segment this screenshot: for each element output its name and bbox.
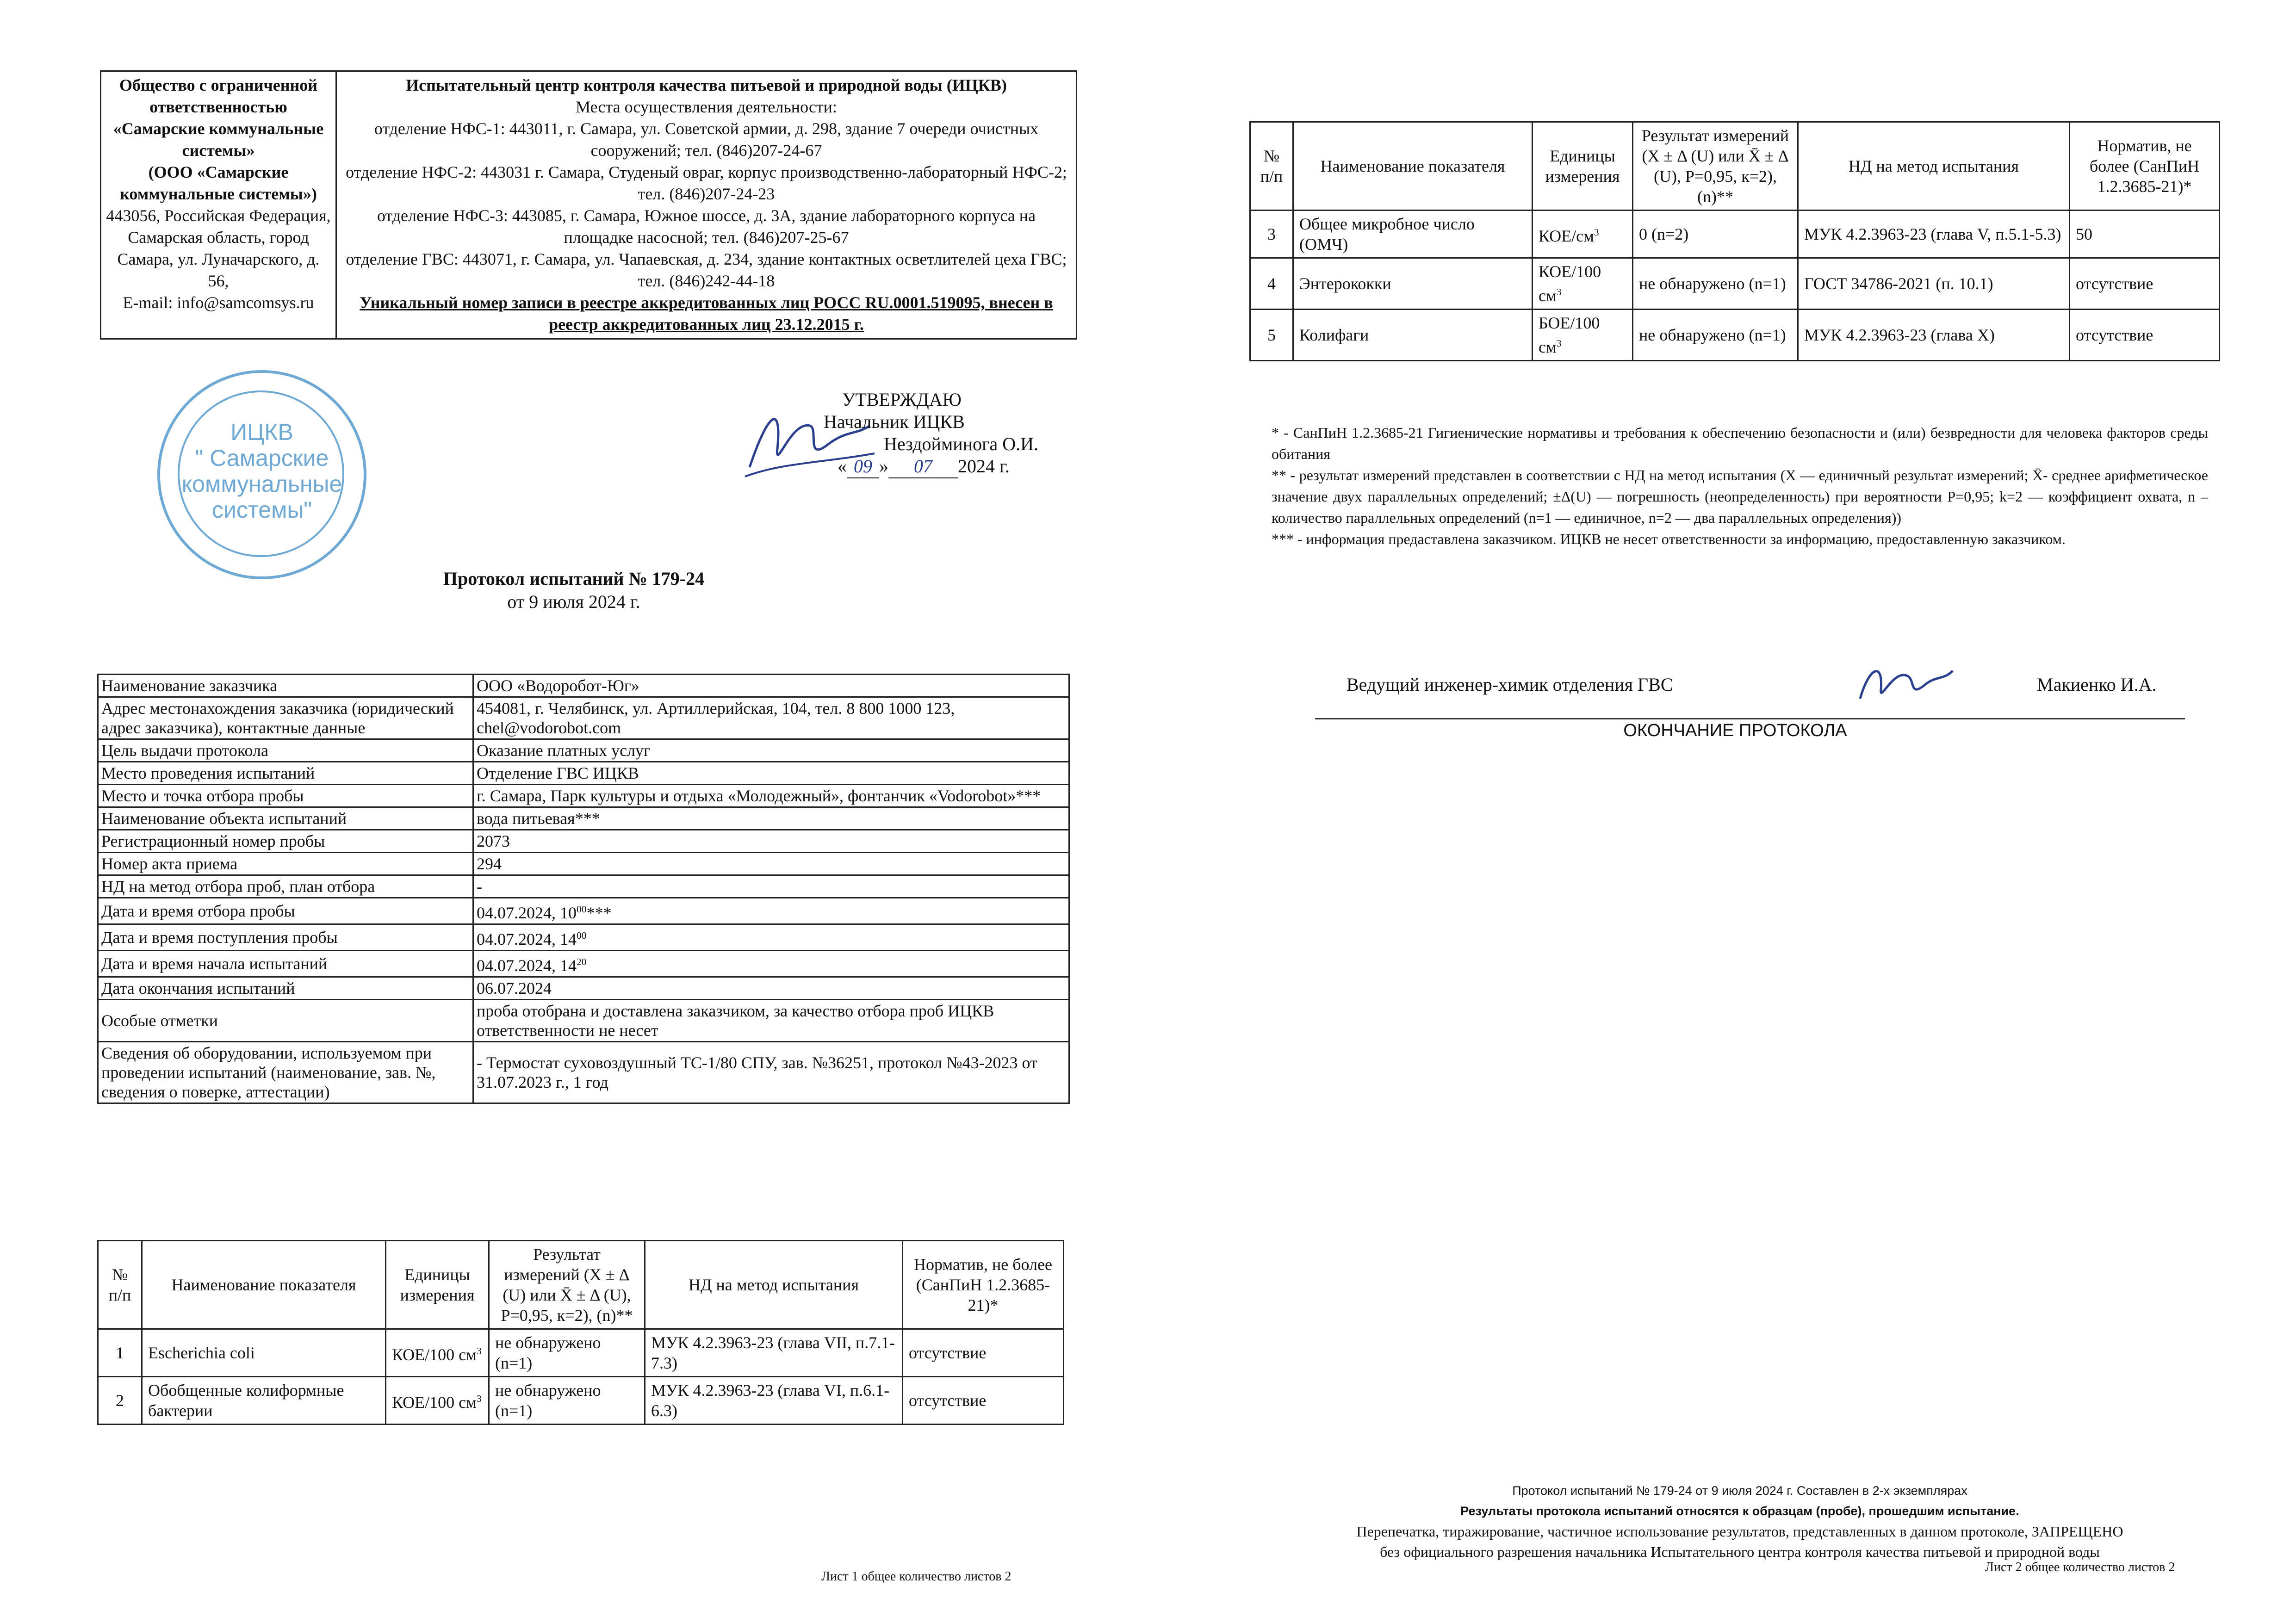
- col-num-2: № п/п: [1250, 122, 1293, 211]
- col-result: Результат измерений (X ± Δ (U) или X̄ ± Δ (U), P=0,95, к=2), (n)**: [489, 1241, 645, 1329]
- organization-stamp: [157, 370, 366, 579]
- result-unit-sup: 3: [476, 1345, 482, 1357]
- approval-title: УТВЕРЖДАЮ: [842, 389, 962, 410]
- result-unit: [1533, 258, 1633, 310]
- footnotes: [1272, 422, 2208, 550]
- result-norm: отсутствие: [2070, 310, 2220, 361]
- stamp-line-3: коммунальные: [181, 471, 342, 497]
- stamp-text: [160, 419, 364, 523]
- result-unit-text: КОЕ/100 см: [392, 1345, 477, 1364]
- end-of-protocol: ОКОНЧАНИЕ ПРОТОКОЛА: [1623, 721, 1847, 740]
- result-value: не обнаружено (n=1): [489, 1329, 645, 1377]
- footer-line-4: без официального разрешения начальника Испытательного центра контроля качества питьевой и природной воды: [1380, 1543, 2100, 1560]
- footer-line-2: Результаты протокола испытаний относятся к образцам (пробе), прошедшим испытание.: [1460, 1504, 2019, 1518]
- info-value: [473, 853, 1069, 875]
- info-key: Место проведения испытаний: [98, 762, 473, 785]
- col-norm-2: Норматив, не более (СанПиН 1.2.3685-21)*: [2070, 122, 2220, 211]
- col-norm: Норматив, не более (СанПиН 1.2.3685-21)*: [903, 1241, 1064, 1329]
- info-key: Дата и время начала испытаний: [98, 951, 473, 977]
- header-table: [100, 70, 1077, 340]
- result-num: 5: [1250, 310, 1293, 361]
- col-name-2: Наименование показателя: [1293, 122, 1533, 211]
- result-name: Общее микробное число (ОМЧ): [1293, 211, 1533, 258]
- info-value: [473, 739, 1069, 762]
- result-name: Обобщенные колиформные бактерии: [142, 1377, 386, 1425]
- org-address: 443056, Российская Федерация, Самарская область, город Самара, ул. Луначарского, д. 56,: [106, 206, 331, 290]
- result-num: 1: [98, 1329, 142, 1377]
- center-name: Испытательный центр контроля качества питьевой и природной воды (ИЦКВ): [406, 76, 1007, 94]
- footnote-1: * - СанПиН 1.2.3685-21 Гигиенические нормативы и требования к обеспечению безопасности и (или) безвредности для человека факторов среды обитания: [1272, 424, 2208, 462]
- org-name: Общество с ограниченной ответственностью «Самарские коммунальные системы»: [113, 76, 324, 160]
- info-row: [98, 739, 1069, 762]
- result-unit-text: КОЕ/100 см: [392, 1393, 477, 1412]
- info-value-text: вода питьевая***: [477, 809, 600, 828]
- accreditation-number: Уникальный номер записи в реестре аккредитованных лиц РОСС RU.0001.519095, внесен в реестр аккредитованных лиц 23.12.2015 г.: [360, 293, 1053, 334]
- info-row: [98, 875, 1069, 898]
- info-key: Наименование объекта испытаний: [98, 807, 473, 830]
- page-2: [1148, 0, 2296, 1623]
- info-key: Наименование заказчика: [98, 675, 473, 697]
- result-unit-sup: 3: [1556, 338, 1562, 349]
- result-row: [1250, 211, 2220, 258]
- col-method-2: НД на метод испытания: [1798, 122, 2070, 211]
- info-value: [473, 785, 1069, 807]
- info-key: Дата окончания испытаний: [98, 977, 473, 1000]
- branch-nfs2: отделение НФС-2: 443031 г. Самара, Студеный овраг, корпус производственно-лабораторный НФС-2; тел. (846)207-24-23: [346, 163, 1067, 203]
- info-value-text: - Термостат суховоздушный ТС-1/80 СПУ, зав. №36251, протокол №43-2023 от 31.07.2023 г., 1 год: [477, 1053, 1037, 1091]
- protocol-footer: [1268, 1481, 2212, 1562]
- info-row: [98, 951, 1069, 977]
- result-num: 3: [1250, 211, 1293, 258]
- date-quote-close: »: [879, 456, 888, 477]
- branch-gvs: отделение ГВС: 443071, г. Самара, ул. Чапаевская, д. 234, здание контактных осветлителей цеха ГВС; тел. (846)242-44-18: [346, 250, 1067, 290]
- info-key: Дата и время поступления пробы: [98, 924, 473, 951]
- col-num: № п/п: [98, 1241, 142, 1329]
- col-name: Наименование показателя: [142, 1241, 386, 1329]
- info-key: Место и точка отбора пробы: [98, 785, 473, 807]
- result-row: [98, 1329, 1064, 1377]
- result-row: [1250, 310, 2220, 361]
- engineer-position: Ведущий инженер-химик отделения ГВС: [1347, 674, 1673, 695]
- result-value: не обнаружено (n=1): [1633, 258, 1798, 310]
- result-num: 2: [98, 1377, 142, 1425]
- info-key: Цель выдачи протокола: [98, 739, 473, 762]
- info-value-text: 04.07.2024, 10: [477, 904, 577, 922]
- info-value-text: 04.07.2024, 14: [477, 956, 577, 975]
- result-norm: отсутствие: [2070, 258, 2220, 310]
- result-unit: [1533, 310, 1633, 361]
- result-unit-sup: 3: [476, 1393, 482, 1404]
- sample-info-table: [97, 674, 1070, 1104]
- result-norm: 50: [2070, 211, 2220, 258]
- stamp-line-1: ИЦКВ: [230, 419, 293, 445]
- info-row: [98, 924, 1069, 951]
- sheet-number-1: Лист 1 общее количество листов 2: [821, 1569, 1011, 1584]
- result-value: 0 (n=2): [1633, 211, 1798, 258]
- info-value: [473, 762, 1069, 785]
- result-unit-text: БОЕ/100 см: [1539, 314, 1600, 356]
- info-key: Дата и время отбора пробы: [98, 898, 473, 924]
- result-method: ГОСТ 34786-2021 (п. 10.1): [1798, 258, 2070, 310]
- result-unit: [386, 1329, 489, 1377]
- info-value: [473, 697, 1069, 739]
- result-unit: [386, 1377, 489, 1425]
- result-unit: [1533, 211, 1633, 258]
- info-row: [98, 697, 1069, 739]
- org-email: E-mail: info@samcomsys.ru: [123, 293, 314, 312]
- info-value: [473, 1042, 1069, 1103]
- info-value: [473, 924, 1069, 951]
- info-value: [473, 830, 1069, 853]
- result-method: МУК 4.2.3963-23 (глава V, п.5.1-5.3): [1798, 211, 2070, 258]
- info-value-text: 294: [477, 855, 502, 873]
- approval-day: 09: [847, 455, 879, 478]
- footer-line-3: Перепечатка, тиражирование, частичное использование результатов, представленных в данном протоколе, ЗАПРЕЩЕНО: [1356, 1523, 2123, 1540]
- footnote-3: *** - информация предаставлена заказчиком. ИЦКВ не несет ответственности за информацию, предоставленную заказчиком.: [1272, 531, 2066, 547]
- result-row: [98, 1377, 1064, 1425]
- stamp-line-4: системы": [211, 497, 312, 523]
- results-header-row: [98, 1241, 1064, 1329]
- info-key: Номер акта приема: [98, 853, 473, 875]
- info-value: [473, 951, 1069, 977]
- result-norm: отсутствие: [903, 1329, 1064, 1377]
- info-row: [98, 898, 1069, 924]
- info-row: [98, 785, 1069, 807]
- info-key: Адрес местонахождения заказчика (юридический адрес заказчика), контактные данные: [98, 697, 473, 739]
- result-name: Escherichia coli: [142, 1329, 386, 1377]
- footer-line-1: Протокол испытаний № 179-24 от 9 июля 2024 г. Составлен в 2-х экземплярах: [1512, 1484, 1967, 1498]
- org-cell: [101, 71, 336, 339]
- org-short: (ООО «Самарские коммунальные системы»): [120, 163, 317, 203]
- info-value-text: -: [477, 877, 482, 896]
- info-row: [98, 762, 1069, 785]
- info-row: [98, 853, 1069, 875]
- result-norm: отсутствие: [903, 1377, 1064, 1425]
- result-method: МУК 4.2.3963-23 (глава X): [1798, 310, 2070, 361]
- col-method: НД на метод испытания: [645, 1241, 903, 1329]
- approval-date: [824, 455, 1083, 478]
- info-value: [473, 875, 1069, 898]
- info-row: [98, 1042, 1069, 1103]
- branch-nfs1: отделение НФС-1: 443011, г. Самара, ул. Советской армии, д. 298, здание 7 очереди очистных сооружений; тел. (846)207-24-67: [374, 119, 1039, 160]
- result-method: МУК 4.2.3963-23 (глава VI, п.6.1-6.3): [645, 1377, 903, 1425]
- center-cell: [336, 71, 1077, 339]
- col-unit: Единицы измерения: [386, 1241, 489, 1329]
- result-unit-sup: 3: [1556, 286, 1562, 297]
- engineer-signature: [1855, 657, 1957, 708]
- info-value-text: Оказание платных услуг: [477, 741, 651, 760]
- info-value-text: ООО «Водоробот-Юг»: [477, 676, 639, 695]
- info-row: [98, 1000, 1069, 1042]
- info-value-sup: 00: [577, 904, 587, 915]
- result-value: не обнаружено (n=1): [1633, 310, 1798, 361]
- result-unit-text: КОЕ/100 см: [1539, 262, 1601, 305]
- info-value: [473, 1000, 1069, 1042]
- info-value-text: Отделение ГВС ИЦКВ: [477, 764, 639, 782]
- info-value: [473, 898, 1069, 924]
- sheet-number-2: Лист 2 общее количество листов 2: [1985, 1560, 2175, 1574]
- info-value-sup: 20: [577, 956, 587, 967]
- stamp-line-2: " Самарские: [195, 445, 329, 471]
- info-value-sup: 00: [577, 930, 587, 941]
- results-table-page-2: [1249, 121, 2220, 361]
- result-method: МУК 4.2.3963-23 (глава VII, п.7.1-7.3): [645, 1329, 903, 1377]
- result-name: Энтерококки: [1293, 258, 1533, 310]
- approval-block: [824, 389, 1083, 478]
- results-table-page-1: [97, 1240, 1064, 1425]
- info-value-text: 06.07.2024: [477, 979, 552, 997]
- info-value-text: г. Самара, Парк культуры и отдыха «Молодежный», фонтанчик «Vodorobot»***: [477, 787, 1041, 805]
- info-row: [98, 977, 1069, 1000]
- col-unit-2: Единицы измерения: [1533, 122, 1633, 211]
- info-value: [473, 977, 1069, 1000]
- approval-year: 2024 г.: [958, 456, 1010, 477]
- result-value: не обнаружено (n=1): [489, 1377, 645, 1425]
- info-value-tail: ***: [586, 904, 612, 922]
- info-value-text: 454081, г. Челябинск, ул. Артиллерийская, 104, тел. 8 800 1000 123, chel@vodorobot.com: [477, 699, 955, 737]
- info-value-text: проба отобрана и доставлена заказчиком, за качество отбора проб ИЦКВ ответственности не несет: [477, 1002, 994, 1040]
- info-value-text: 2073: [477, 832, 510, 850]
- info-row: [98, 830, 1069, 853]
- approval-position: Начальник ИЦКВ: [824, 411, 965, 432]
- engineer-name: Макиенко И.А.: [2037, 674, 2157, 695]
- info-row: [98, 675, 1069, 697]
- footnote-2: ** - результат измерений представлен в соответствии с НД на метод испытания (X — единичный результат измерений; X̄- среднее арифметическое значение двух параллельных определений; ±Δ(U) — погрешность (неопределенность) при вероятности P=0,95; k=2 — коэффициент охвата, n – количество параллельных определений (n=1 — единичное, n=2 — два параллельных определения)): [1272, 467, 2208, 526]
- info-key: Особые отметки: [98, 1000, 473, 1042]
- info-key: НД на метод отбора проб, план отбора: [98, 875, 473, 898]
- info-value: [473, 675, 1069, 697]
- result-row: [1250, 258, 2220, 310]
- protocol-title: Протокол испытаний № 179-24: [443, 568, 705, 589]
- result-name: Колифаги: [1293, 310, 1533, 361]
- result-num: 4: [1250, 258, 1293, 310]
- info-value-text: 04.07.2024, 14: [477, 930, 577, 948]
- info-value: [473, 807, 1069, 830]
- result-unit-text: КОЕ/см: [1539, 227, 1594, 245]
- col-result-2: Результат измерений (X ± Δ (U) или X̄ ± Δ (U), P=0,95, к=2), (n)**: [1633, 122, 1798, 211]
- info-key: Сведения об оборудовании, используемом при проведении испытаний (наименование, зав. №, сведения о поверке, аттестации): [98, 1042, 473, 1103]
- result-unit-sup: 3: [1594, 227, 1599, 238]
- branch-nfs3: отделение НФС-3: 443085, г. Самара, Южное шоссе, д. 3А, здание лабораторного корпуса на площадке насосной; тел. (846)207-25-67: [377, 206, 1036, 247]
- end-divider: [1315, 718, 2185, 719]
- info-row: [98, 807, 1069, 830]
- results-header-row-2: [1250, 122, 2220, 211]
- places-title: Места осуществления деятельности:: [576, 98, 837, 116]
- date-quote-open: «: [838, 456, 847, 477]
- approval-name: Нездойминога О.И.: [884, 434, 1039, 454]
- protocol-date: от 9 июля 2024 г.: [507, 591, 640, 612]
- approval-month: 07: [888, 455, 958, 478]
- info-key: Регистрационный номер пробы: [98, 830, 473, 853]
